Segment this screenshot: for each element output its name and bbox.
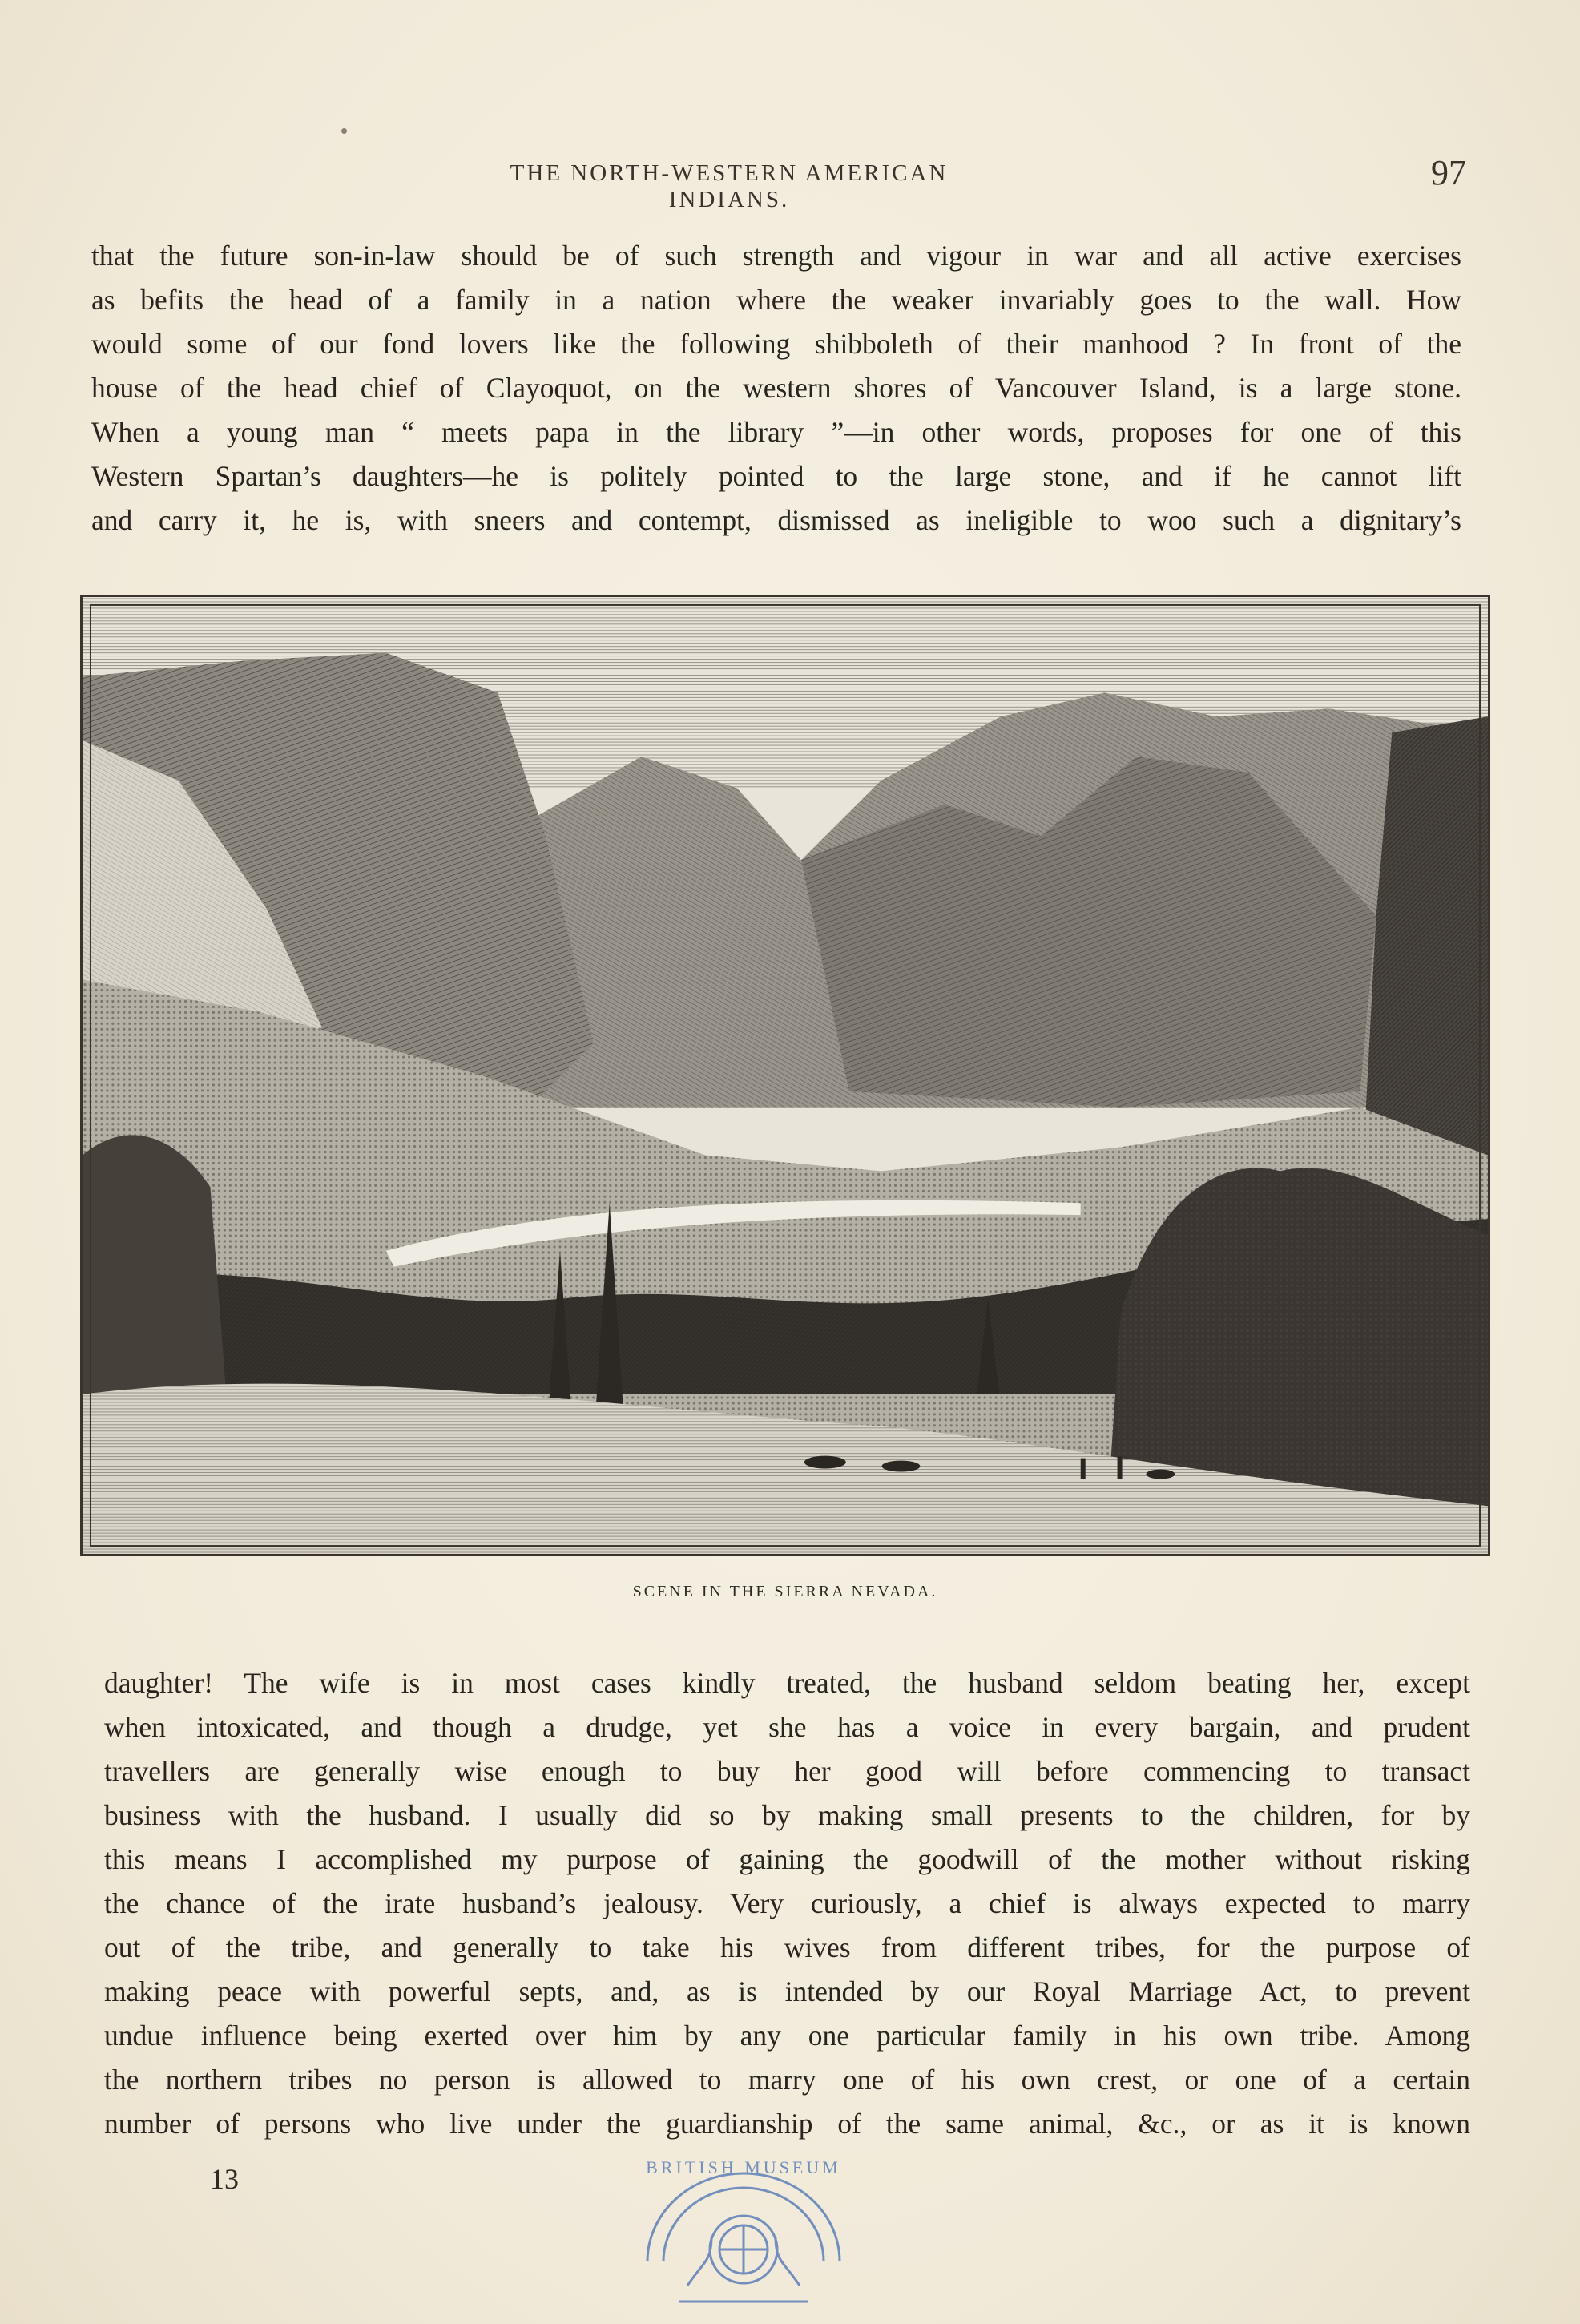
engraving-illustration [80,595,1490,1556]
text-line: travellers are generally wise enough to buy her good will before commencing to transact [104,1755,1470,1787]
stamp-lettering: BRITISH MUSEUM [646,2157,841,2177]
text-line: When a young man “ meets papa in the library ”—in other words, proposes for one of this [91,416,1461,448]
text-line: business with the husband. I usually did so by making small presents to the children, for by [104,1799,1470,1831]
text-line: out of the tribe, and generally to take his wives from different tribes, for the purpose of [104,1931,1470,1963]
signature-mark: 13 [210,2163,239,2195]
text-line: the northern tribes no person is allowed to marry one of his own crest, or one of a certain [104,2064,1470,2096]
ink-dot [341,128,347,134]
text-line: undue influence being exerted over him by any one particular family in his own tribe. Among [104,2019,1470,2052]
text-line: and carry it, he is, with sneers and contempt, dismissed as ineligible to woo such a dignitary’s [91,504,1461,536]
text-line: making peace with powerful septs, and, as is intended by our Royal Marriage Act, to prevent [104,1975,1470,2007]
page-number: 97 [1431,153,1466,192]
text-line: would some of our fond lovers like the following shibboleth of their manhood ? In front of the [91,328,1461,360]
text-line: as befits the head of a family in a nation where the weaker invariably goes to the wall. How [91,284,1461,316]
running-title: THE NORTH-WESTERN AMERICAN INDIANS. [510,160,949,212]
figure-caption: SCENE IN THE SIERRA NEVADA. [632,1583,938,1600]
british-museum-stamp-icon [631,2141,856,2310]
text-line: when intoxicated, and though a drudge, yet she has a voice in every bargain, and prudent [104,1711,1470,1743]
text-line: number of persons who live under the guardianship of the same animal, &c., or as it is known [104,2108,1470,2140]
sierra-nevada-engraving [83,597,1488,1554]
body-text-top [91,234,1461,543]
text-line: this means I accomplished my purpose of gaining the goodwill of the mother without risking [104,1843,1470,1875]
text-line: house of the head chief of Clayoquot, on the western shores of Vancouver Island, is a large stone. [91,372,1461,404]
body-text-bottom [104,1661,1470,2146]
text-line: Western Spartan’s daughters—he is politely pointed to the large stone, and if he cannot lift [91,460,1461,492]
text-line: the chance of the irate husband’s jealousy. Very curiously, a chief is always expected to marry [104,1887,1470,1919]
text-line: that the future son-in-law should be of such strength and vigour in war and all active exercises [91,240,1461,272]
text-line: daughter! The wife is in most cases kindly treated, the husband seldom beating her, except [104,1667,1470,1699]
library-stamp [631,2141,856,2310]
running-head [88,152,1466,212]
